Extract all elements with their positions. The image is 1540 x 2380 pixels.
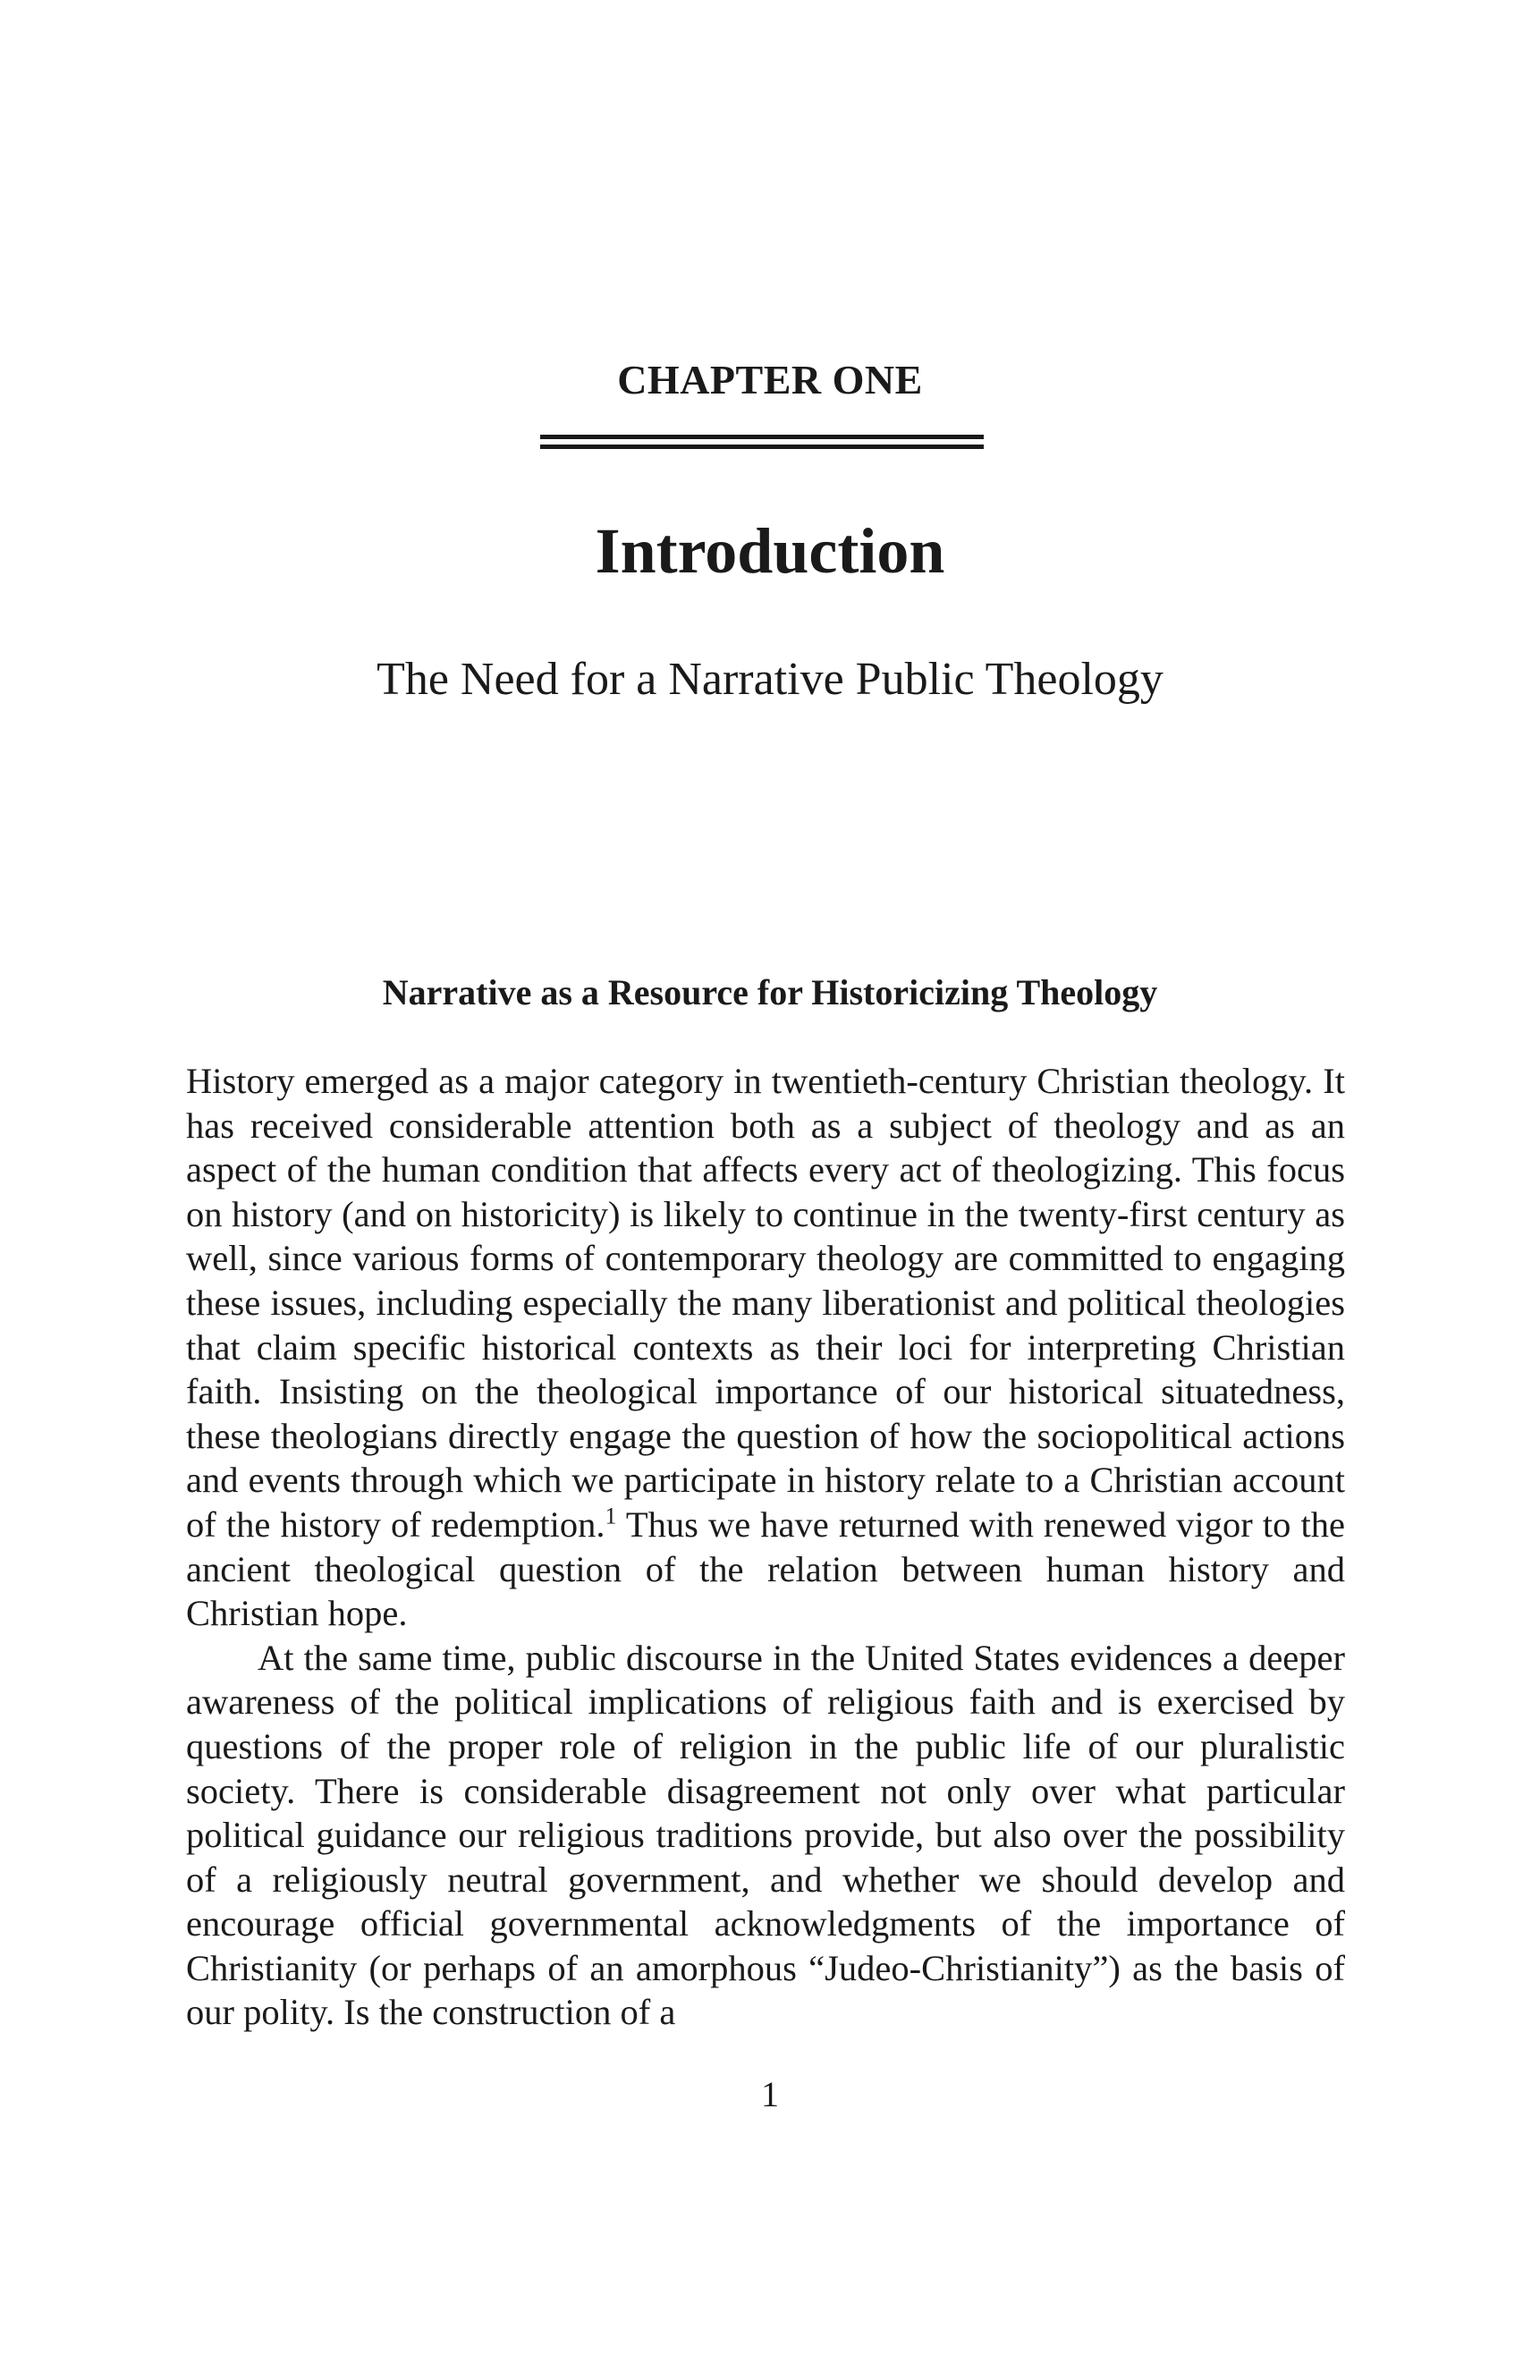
paragraph-1-part-1: History emerged as a major category in twentieth-century Christian theology. It has received considerable attention both as a subject of theology and as an aspect of the human condition that affects every act of theologizing. This focus on history (and on historicity) is likely to continue in the twenty-first century as well, since various forms of contemporary theology are committed to engaging these issues, including especially the many liberationist and political theologies that claim specific historical contexts as their loci for interpreting Christian faith. Insisting on the theological importance of our historical situatedness, these theologians directly engage the question of how the sociopolitical actions and events through which we participate in history relate to a Christian account of the history of redemption. (186, 1061, 1345, 1545)
footnote-marker[interactable]: 1 (605, 1503, 617, 1529)
chapter-subtitle: The Need for a Narrative Public Theology (377, 654, 1163, 705)
double-rule-divider (540, 435, 984, 449)
chapter-label: CHAPTER ONE (617, 357, 923, 402)
page-number: 1 (761, 2074, 779, 2114)
body-text (186, 1059, 1345, 2035)
paragraph-2: At the same time, public discourse in the United States evidences a deeper awareness of the political implications of religious faith and is exercised by questions of the proper role of religion in the public life of our pluralistic society. There is considerable disagreement not only over what particular political guidance our religious traditions provide, but also over the possibility of a religiously neutral government, and whether we should develop and encourage official governmental acknowledgments of the importance of Christianity (or perhaps of an amorphous “Judeo-Christianity”) as the basis of our polity. Is the construction of a (186, 1637, 1345, 2033)
paragraph-1-part-2: Thus we have returned with renewed vigor to the ancient theological question of the relation between human history and Christian hope. (186, 1503, 1345, 1634)
section-heading: Narrative as a Resource for Historicizing Theology (382, 972, 1158, 1012)
paragraph-1 (186, 1059, 1345, 1636)
chapter-title: Introduction (595, 515, 945, 587)
